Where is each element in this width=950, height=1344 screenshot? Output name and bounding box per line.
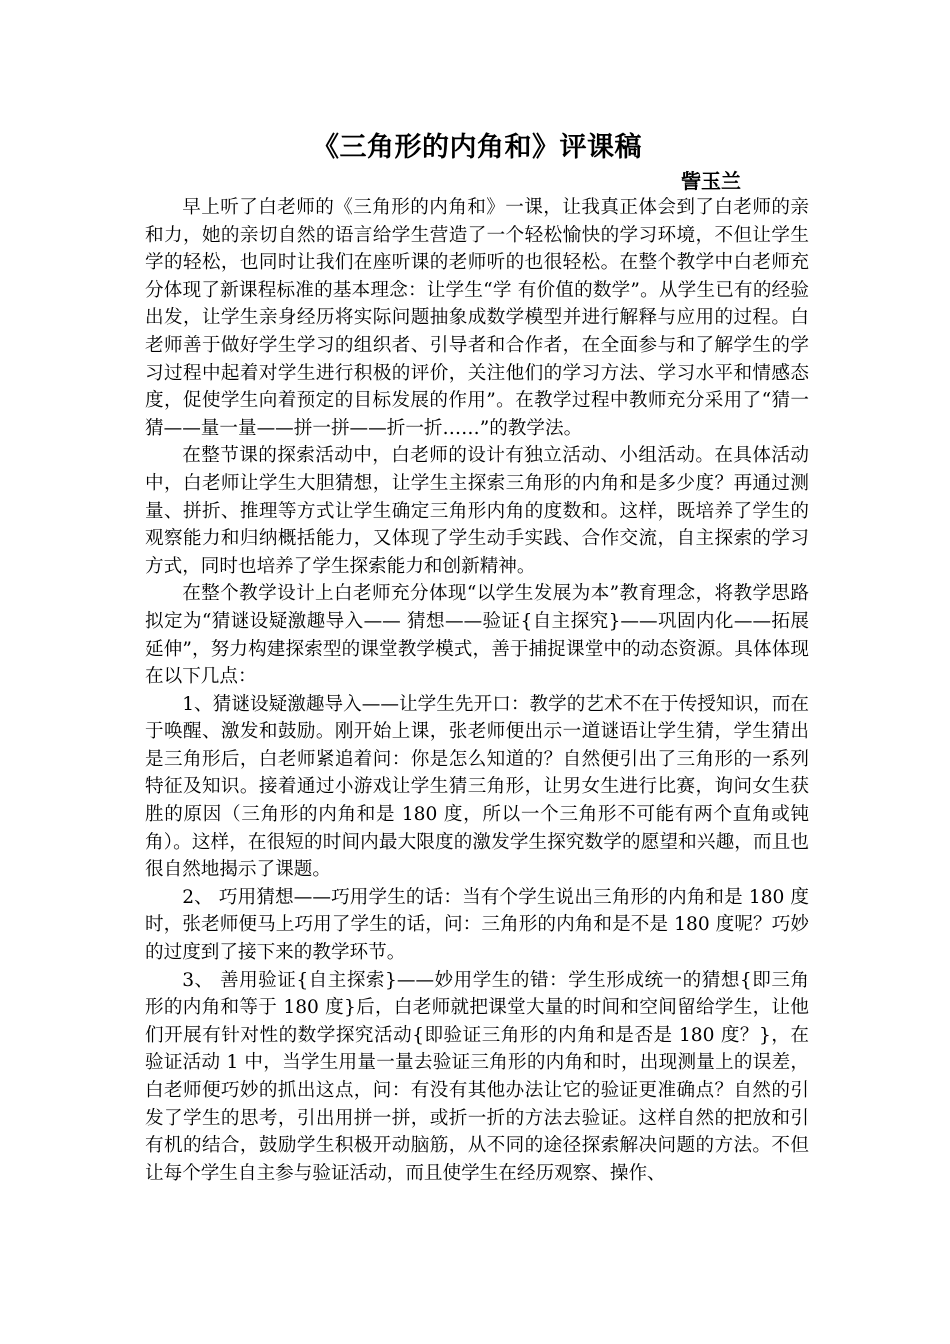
document-title: 《三角形的内角和》评课稿	[312, 132, 642, 163]
paragraph-4: 1、猜谜设疑激趣导入——让学生先开口：教学的艺术不在于传授知识，而在于唤醒、激发和鼓励。刚开始上课，张老师便出示一道谜语让学生猜，学生猜出是三角形后，白老师紧追着问：你是怎么知道的？自然便引出了三角形的一系列特征及知识。接着通过小游戏让学生猜三角形，让男女生进行比赛，询问女生获胜的原因（三角形的内角和是 180 度，所以一个三角形不可能有两个直角或钝角）。这样，在很短的时间内最大限度的激发学生探究数学的愿望和兴趣，而且也很自然地揭示了课题。	[145, 693, 809, 881]
paragraph-3: 在整个教学设计上白老师充分体现“以学生发展为本”教育理念，将教学思路拟定为“猜谜设疑激趣导入—— 猜想——验证{自主探究}——巩固内化——拓展延伸”，努力构建探索型的课堂教学模式，善于捕捉课堂中的动态资源。具体体现在以下几点：	[145, 583, 809, 688]
paragraph-5: 2、 巧用猜想——巧用学生的话：当有个学生说出三角形的内角和是 180 度时，张老师便马上巧用了学生的话，问：三角形的内角和是不是 180 度呢？巧妙的过度到了接下来的教学环节。	[145, 886, 809, 964]
paragraph-6: 3、 善用验证{自主探索}——妙用学生的错：学生形成统一的猜想{即三角形的内角和等于 180 度}后，白老师就把课堂大量的时间和空间留给学生，让他们开展有针对性的数学探究活动{即验证三角形的内角和是否是 180 度？}，在验证活动 1 中，当学生用量一量去验证三角形的内角和时，出现测量上的误差，白老师便巧妙的抓出这点，问：有没有其他办法让它的验证更准确点？自然的引发了学生的思考，引出用拼一拼，或折一折的方法去验证。这样自然的把放和引有机的结合，鼓励学生积极开动脑筋，从不同的途径探索解决问题的方法。不但让每个学生自主参与验证活动，而且使学生在经历观察、操作、	[145, 969, 809, 1184]
document-page	[145, 128, 809, 1187]
paragraph-2: 在整节课的探索活动中，白老师的设计有独立活动、小组活动。在具体活动中，白老师让学生大胆猜想，让学生主探索三角形的内角和是多少度？再通过测量、拼折、推理等方式让学生确定三角形内角的度数和。这样，既培养了学生的观察能力和归纳概括能力，又体现了学生动手实践、合作交流，自主探索的学习方式，同时也培养了学生探索能力和创新精神。	[145, 445, 809, 577]
paragraph-1: 早上听了白老师的《三角形的内角和》一课，让我真正体会到了白老师的亲和力，她的亲切自然的语言给学生营造了一个轻松愉快的学习环境，不但让学生学的轻松，也同时让我们在座听课的老师听的也很轻松。在整个教学中白老师充分体现了新课程标准的基本理念：让学生“学 有价值的数学”。从学生已有的经验出发，让学生亲身经历将实际问题抽象成数学模型并进行解释与应用的过程。白老师善于做好学生学习的组织者、引导者和合作者，在全面参与和了解学生的学习过程中起着对学生进行积极的评价，关注他们的学习方法、学习水平和情感态度，促使学生向着预定的目标发展的作用”。在教学过程中教师充分采用了“猜一猜——量一量——拼一拼——折一折……”的教学法。	[145, 197, 809, 439]
document-author: 訾玉兰	[681, 169, 741, 193]
